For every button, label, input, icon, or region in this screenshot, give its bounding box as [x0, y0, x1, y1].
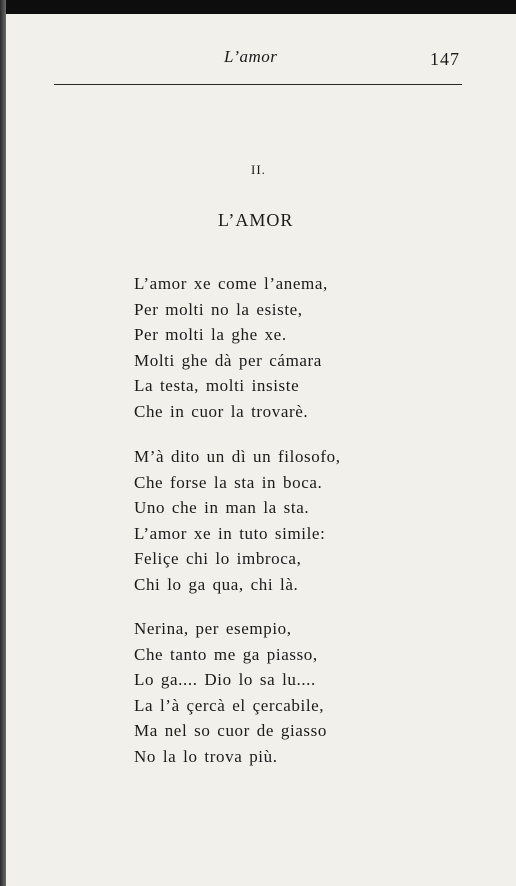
page-number: 147 — [430, 49, 460, 69]
header-rule — [54, 84, 462, 85]
verse-line: Feliçe chi lo imbroca, — [134, 549, 302, 568]
poem-title: L’AMOR — [218, 210, 294, 230]
verse-line: Che tanto me ga piasso, — [134, 644, 318, 664]
verse-line: No la lo trova più. — [134, 746, 278, 766]
verse-line: Ma nel so cuor de giasso — [134, 721, 327, 740]
verse-line: M’à dito un dì un filosofo, — [134, 447, 341, 466]
section-number: II. — [251, 162, 266, 177]
book-page — [6, 14, 516, 886]
verse-line: La l’à çercà el çercabile, — [134, 695, 325, 715]
verse-line: Per molti no la esiste, — [134, 299, 303, 319]
scan-top-edge — [0, 0, 516, 14]
verse-line: Lo ga.... Dio lo sa lu.... — [134, 670, 316, 689]
verse-line: L’amor xe in tuto simile: — [134, 523, 326, 543]
verse-line: Per molti la ghe xe. — [134, 325, 287, 344]
verse-line: La testa, molti insiste — [134, 376, 300, 395]
verse-line: Nerina, per esempio, — [134, 619, 292, 638]
verse-line: Che forse la sta in boca. — [134, 472, 323, 492]
stanza-1 — [134, 271, 328, 424]
verse-line: Uno che in man la sta. — [134, 498, 310, 517]
verse-line: L’amor xe come l’anema, — [134, 274, 328, 293]
verse-line: Chi lo ga qua, chi là. — [134, 574, 299, 594]
stanza-3 — [134, 616, 327, 769]
verse-line: Molti ghe dà per cámara — [134, 350, 322, 370]
verse-line: Che in cuor la trovarè. — [134, 401, 309, 421]
running-head: L’amor — [224, 47, 278, 66]
stanza-2 — [134, 444, 341, 597]
